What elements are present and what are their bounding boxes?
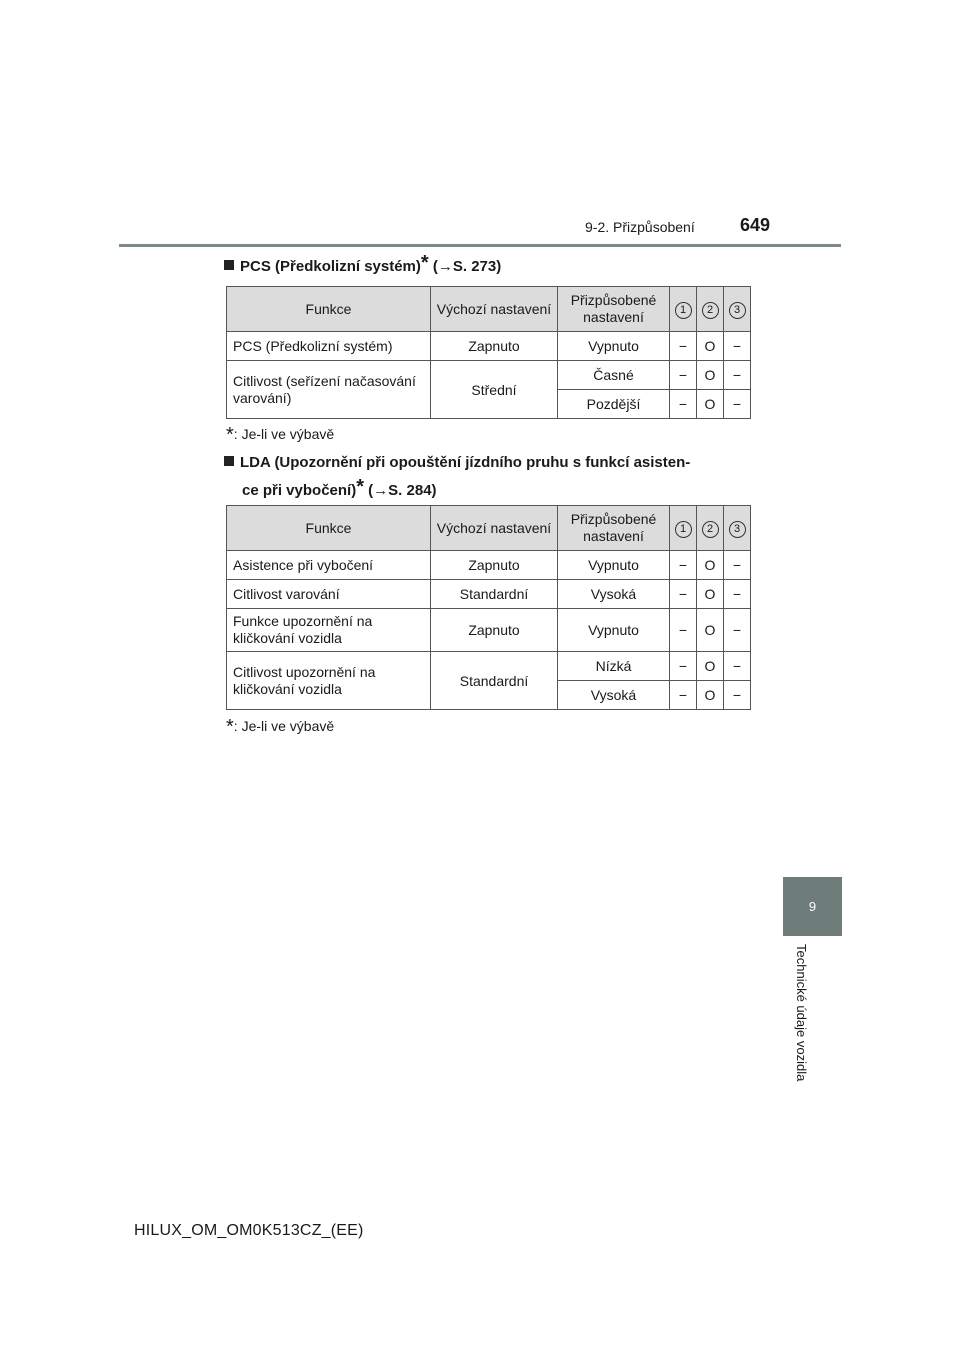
chapter-tab[interactable] <box>783 877 842 936</box>
pcs-settings-table <box>226 286 751 419</box>
cell-c1: − <box>670 361 697 390</box>
footnote-text: : Je-li ve výbavě <box>233 718 335 734</box>
col-header-2 <box>697 287 724 332</box>
cell-custom: Vypnuto <box>558 551 670 580</box>
cell-custom: Časné <box>558 361 670 390</box>
cell-c2: O <box>697 361 724 390</box>
cell-c1: − <box>670 580 697 609</box>
cell-c2: O <box>697 332 724 361</box>
header-divider <box>119 244 841 247</box>
section-lda-ref: (→S. 284) <box>364 482 437 499</box>
cell-c3: − <box>724 390 751 419</box>
cell-c1: − <box>670 551 697 580</box>
col-header-1 <box>670 287 697 332</box>
table-row <box>227 580 751 609</box>
cell-c2: O <box>697 609 724 652</box>
col-header-3 <box>724 287 751 332</box>
cell-c3: − <box>724 332 751 361</box>
section-lda-name-line1: LDA (Upozornění při opouštění jízdního pruhu s funkcí asisten- <box>240 454 691 471</box>
table-row <box>227 609 751 652</box>
section-pcs-title <box>224 251 754 279</box>
footnote-pcs <box>226 424 334 447</box>
col-header-custom: Přizpůsobené nastavení <box>558 506 670 551</box>
cell-custom: Vypnuto <box>558 609 670 652</box>
cell-default: Zapnuto <box>431 332 558 361</box>
cell-custom: Vysoká <box>558 681 670 710</box>
circled-number-3-icon: 3 <box>729 521 746 538</box>
table-header-row <box>227 287 751 332</box>
cell-default: Zapnuto <box>431 609 558 652</box>
square-bullet-icon <box>224 456 234 466</box>
cell-c3: − <box>724 361 751 390</box>
cell-custom: Nízká <box>558 652 670 681</box>
cell-c1: − <box>670 332 697 361</box>
col-header-custom: Přizpůsobené nastavení <box>558 287 670 332</box>
table-row <box>227 652 751 681</box>
cell-default: Standardní <box>431 652 558 710</box>
col-header-2 <box>697 506 724 551</box>
cell-function: Citlivost (seřízení načasování varování) <box>227 361 431 419</box>
cell-c3: − <box>724 609 751 652</box>
section-lda-name-line2: ce při vybočení) <box>242 482 357 499</box>
cell-c3: − <box>724 551 751 580</box>
col-header-3 <box>724 506 751 551</box>
cell-c3: − <box>724 580 751 609</box>
table-row <box>227 332 751 361</box>
lda-settings-table <box>226 505 751 710</box>
asterisk-mark: * <box>420 252 429 274</box>
col-header-funkce: Funkce <box>227 287 431 332</box>
cell-c1: − <box>670 390 697 419</box>
cell-c2: O <box>697 580 724 609</box>
cell-c2: O <box>697 390 724 419</box>
page-number: 649 <box>740 215 771 235</box>
chapter-label: Technické údaje vozidla <box>794 944 809 1082</box>
chapter-number: 9 <box>808 899 817 914</box>
cell-c1: − <box>670 609 697 652</box>
cell-c3: − <box>724 681 751 710</box>
cell-custom: Vysoká <box>558 580 670 609</box>
cell-function: Asistence při vybočení <box>227 551 431 580</box>
asterisk-mark: * <box>356 476 365 498</box>
header-section-title: 9-2. Přizpůsobení <box>585 219 695 235</box>
cell-c2: O <box>697 681 724 710</box>
table-header-row <box>227 506 751 551</box>
section-pcs-name: PCS (Předkolizní systém) <box>240 258 421 275</box>
section-pcs-ref: (→S. 273) <box>428 258 502 275</box>
cell-custom: Pozdější <box>558 390 670 419</box>
cell-function: PCS (Předkolizní systém) <box>227 332 431 361</box>
col-header-default: Výchozí nastavení <box>431 506 558 551</box>
cell-c1: − <box>670 652 697 681</box>
square-bullet-icon <box>224 260 234 270</box>
cell-default: Zapnuto <box>431 551 558 580</box>
cell-default: Střední <box>431 361 558 419</box>
footnote-lda <box>226 716 334 739</box>
table-row <box>227 361 751 390</box>
col-header-1 <box>670 506 697 551</box>
cell-default: Standardní <box>431 580 558 609</box>
circled-number-2-icon: 2 <box>702 521 719 538</box>
table-row <box>227 551 751 580</box>
circled-number-1-icon: 1 <box>675 302 692 319</box>
cell-function: Citlivost upozornění na kličkování vozidla <box>227 652 431 710</box>
document-code: HILUX_OM_OM0K513CZ_(EE) <box>134 1222 364 1239</box>
cell-c2: O <box>697 652 724 681</box>
cell-custom: Vypnuto <box>558 332 670 361</box>
cell-c3: − <box>724 652 751 681</box>
cell-function: Citlivost varování <box>227 580 431 609</box>
cell-function: Funkce upozornění na kličkování vozidla <box>227 609 431 652</box>
asterisk-mark: * <box>226 716 234 738</box>
col-header-default: Výchozí nastavení <box>431 287 558 332</box>
asterisk-mark: * <box>226 424 234 446</box>
footnote-text: : Je-li ve výbavě <box>233 426 335 442</box>
cell-c1: − <box>670 681 697 710</box>
cell-c2: O <box>697 551 724 580</box>
circled-number-2-icon: 2 <box>702 302 719 319</box>
col-header-funkce: Funkce <box>227 506 431 551</box>
circled-number-1-icon: 1 <box>675 521 692 538</box>
section-lda-title <box>224 450 754 503</box>
circled-number-3-icon: 3 <box>729 302 746 319</box>
